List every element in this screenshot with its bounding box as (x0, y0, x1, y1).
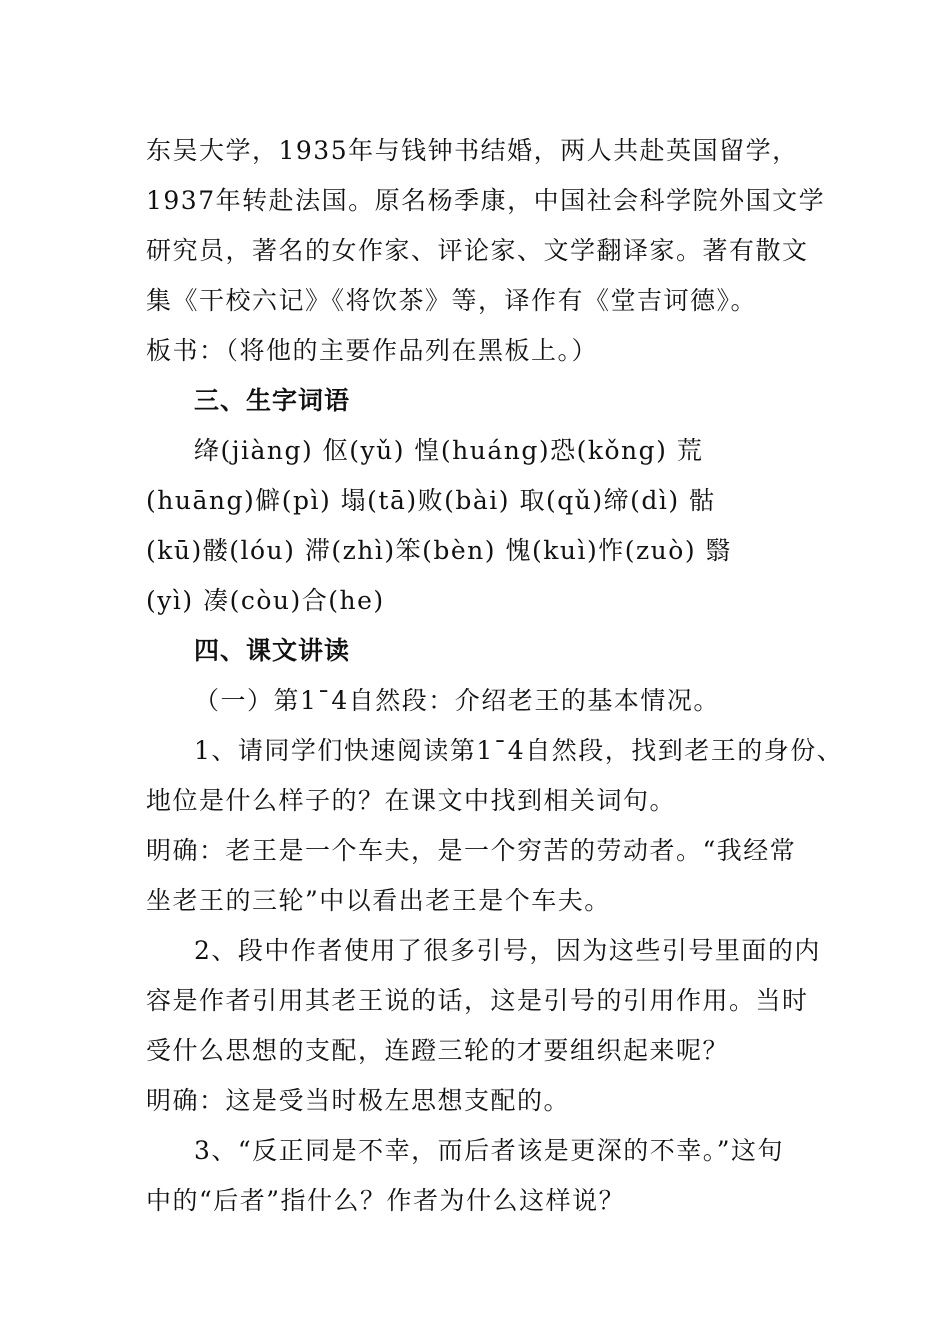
question-3-line-2: 中的“后者”指什么？作者为什么这样说？ (146, 1186, 626, 1215)
text-line-4: 集《干校六记》《将饮茶》等，译作有《堂吉诃德》。 (146, 286, 758, 315)
answer-2: 明确：这是受当时极左思想支配的。 (146, 1086, 571, 1115)
question-1-line-2: 地位是什么样子的？在课文中找到相关词句。 (146, 786, 677, 815)
question-1-line-1: 1、请同学们快速阅读第1¯4自然段，找到老王的身份、 (194, 736, 844, 765)
vocab-line-2: (huāng)僻(pì) 塌(tā)败(bài) 取(qǔ)缔(dì) 骷 (146, 486, 716, 515)
vocab-line-4: (yì) 凑(còu)合(he) (146, 586, 385, 615)
answer-1-line-2: 坐老王的三轮”中以看出老王是个车夫。 (146, 886, 611, 915)
blackboard-note: 板书：（将他的主要作品列在黑板上。） (146, 336, 599, 365)
text-line-1: 东吴大学，1935年与钱钟书结婚，两人共赴英国留学， (146, 136, 799, 165)
vocab-line-3: (kū)髅(lóu) 滞(zhì)笨(bèn) 愧(kuì)怍(zuò) 翳 (146, 536, 733, 565)
question-2-line-1: 2、段中作者使用了很多引号，因为这些引号里面的内 (194, 936, 821, 965)
answer-1-line-1: 明确：老王是一个车夫，是一个穷苦的劳动者。“我经常 (146, 836, 797, 865)
question-2-line-3: 受什么思想的支配，连蹬三轮的才要组织起来呢？ (146, 1036, 730, 1065)
subsection-heading: （一）第1¯4自然段：介绍老王的基本情况。 (194, 686, 720, 715)
vocab-line-1: 绛(jiàng) 伛(yǔ) 惶(huáng)恐(kǒng) 荒 (194, 436, 704, 465)
question-2-line-2: 容是作者引用其老王说的话，这是引号的引用作用。当时 (146, 986, 809, 1015)
question-3-line-1: 3、“反正同是不幸，而后者该是更深的不幸。”这句 (194, 1136, 784, 1165)
text-line-2: 1937年转赴法国。原名杨季康，中国社会科学院外国文学 (146, 186, 826, 215)
text-line-3: 研究员，著名的女作家、评论家、文学翻译家。著有散文 (146, 236, 809, 265)
section-heading-vocabulary: 三、生字词语 (194, 386, 351, 415)
section-heading-lecture: 四、课文讲读 (194, 636, 351, 665)
